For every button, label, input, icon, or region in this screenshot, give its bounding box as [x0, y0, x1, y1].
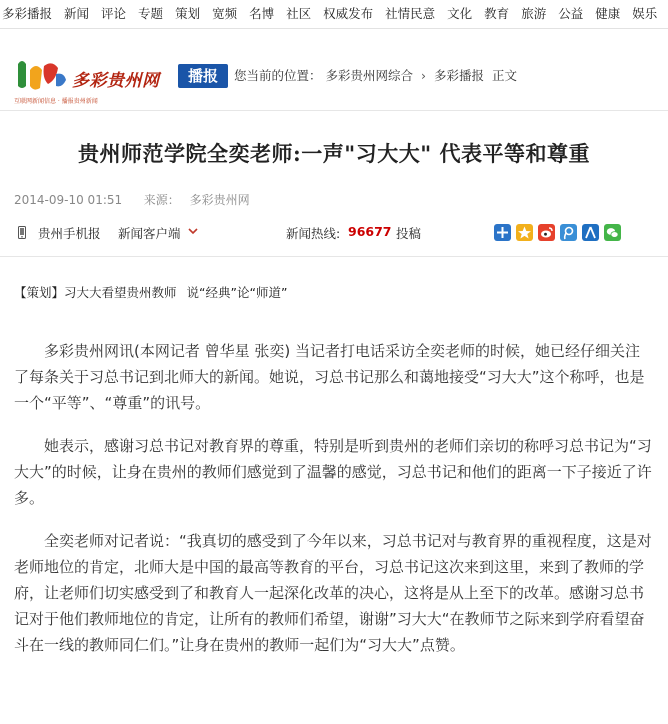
nav-item-public-opinion[interactable]: 社情民意 [385, 6, 436, 21]
source-link[interactable]: 多彩贵州网 [189, 193, 250, 207]
breadcrumb-current: 正文 [491, 68, 517, 83]
nav-item-blogs[interactable]: 名博 [249, 6, 275, 21]
breadcrumb-home[interactable]: 多彩贵州网综合 [325, 68, 414, 83]
nav-item-entertainment[interactable]: 娱乐 [632, 6, 658, 21]
related-links [14, 283, 287, 301]
nav-item-planning[interactable]: 策划 [175, 6, 201, 21]
related-tag: 【策划】 [14, 285, 65, 300]
related-link-1[interactable]: 习大大看望贵州教师 [64, 285, 177, 300]
nav-item-duocai-bobao[interactable]: 多彩播报 [2, 6, 53, 21]
share-renren-icon[interactable] [582, 224, 599, 241]
breadcrumb-separator: › [421, 68, 426, 83]
nav-item-special[interactable]: 专题 [138, 6, 164, 21]
share-qzone-icon[interactable] [516, 224, 533, 241]
share-wechat-icon[interactable] [604, 224, 621, 241]
site-header [0, 50, 668, 111]
hotline-number: 96677 [348, 224, 392, 239]
mobile-news-link[interactable]: 贵州手机报 [38, 226, 101, 241]
nav-item-travel[interactable]: 旅游 [521, 6, 547, 21]
nav-item-broadband[interactable]: 宽频 [212, 6, 238, 21]
share-weibo-icon[interactable] [538, 224, 555, 241]
mobile-phone-icon [18, 226, 26, 239]
article-toolbar [14, 220, 654, 246]
article-title: 贵州师范学院全奕老师:一声"习大大" 代表平等和尊重 [78, 141, 590, 166]
article-paragraph: 她表示，感谢习总书记对教育界的尊重，特别是听到贵州的老师们亲切的称呼习总书记为“习大大”的时候，让身在贵州的教师们感觉到了温馨的感觉，习总书记和他们的距离一下子接近了许多。 [14, 437, 652, 507]
chevron-down-icon[interactable] [188, 228, 198, 235]
nav-item-community[interactable]: 社区 [286, 6, 312, 21]
toolbar-divider [0, 256, 668, 257]
submit-article-link[interactable]: 投稿 [396, 226, 422, 241]
nav-item-official-release[interactable]: 权威发布 [323, 6, 374, 21]
logo-tagline: 互联网新闻信息 · 播报贵州新闻 [14, 98, 98, 105]
nav-item-charity[interactable]: 公益 [558, 6, 584, 21]
article-date: 2014-09-10 01:51 [14, 193, 123, 207]
breadcrumb-prefix: 您当前的位置： [234, 68, 322, 83]
top-nav [0, 0, 668, 29]
nav-item-culture[interactable]: 文化 [447, 6, 473, 21]
news-client-link[interactable]: 新闻客户端 [118, 226, 181, 241]
logo-mark-icon [12, 56, 68, 96]
nav-item-education[interactable]: 教育 [484, 6, 510, 21]
source-label: 来源： [143, 193, 180, 207]
logo-text: 多彩贵州网 [72, 71, 160, 91]
related-link-2[interactable]: 说“经典”论“师道” [186, 285, 288, 300]
nav-item-health[interactable]: 健康 [595, 6, 621, 21]
hotline-label: 新闻热线: [286, 226, 341, 241]
nav-item-news[interactable]: 新闻 [64, 6, 90, 21]
breadcrumb [234, 66, 517, 84]
article-paragraph: 全奕老师对记者说：“我真切的感受到了今年以来，习总书记对与教育界的重视程度，这是对老师地位的肯定，北师大是中国的最高等教育的平台，习总书记这次来到这里，来到了教师的学府，让老师们切实感受到了和教育人一起深化改革的决心，这将是从上至下的改革。感谢习总书记对于他们教师地位的肯定，让所有的教师们希望，谢谢”习大大“在教师节之际来到学府看望奋斗在一线的教师同仁们。”让身在贵州的教师一起们为“习大大”点赞。 [14, 532, 652, 654]
article-paragraph: 多彩贵州网讯(本网记者 曾华星 张奕) 当记者打电话采访全奕老师的时候，她已经仔细关注了每条关于习总书记到北师大的新闻。她说，习总书记那么和蔼地接受“习大大”这个称呼，也是一个“平等”、“尊重”的讯号。 [14, 342, 645, 412]
nav-item-comment[interactable]: 评论 [101, 6, 127, 21]
share-tencent-weibo-icon[interactable] [560, 224, 577, 241]
article-body [14, 338, 654, 675]
share-more-icon[interactable] [494, 224, 511, 241]
site-logo[interactable] [12, 50, 222, 108]
broadcast-badge: 播报 [178, 64, 228, 88]
article-meta [14, 191, 250, 208]
breadcrumb-section[interactable]: 多彩播报 [433, 68, 484, 83]
